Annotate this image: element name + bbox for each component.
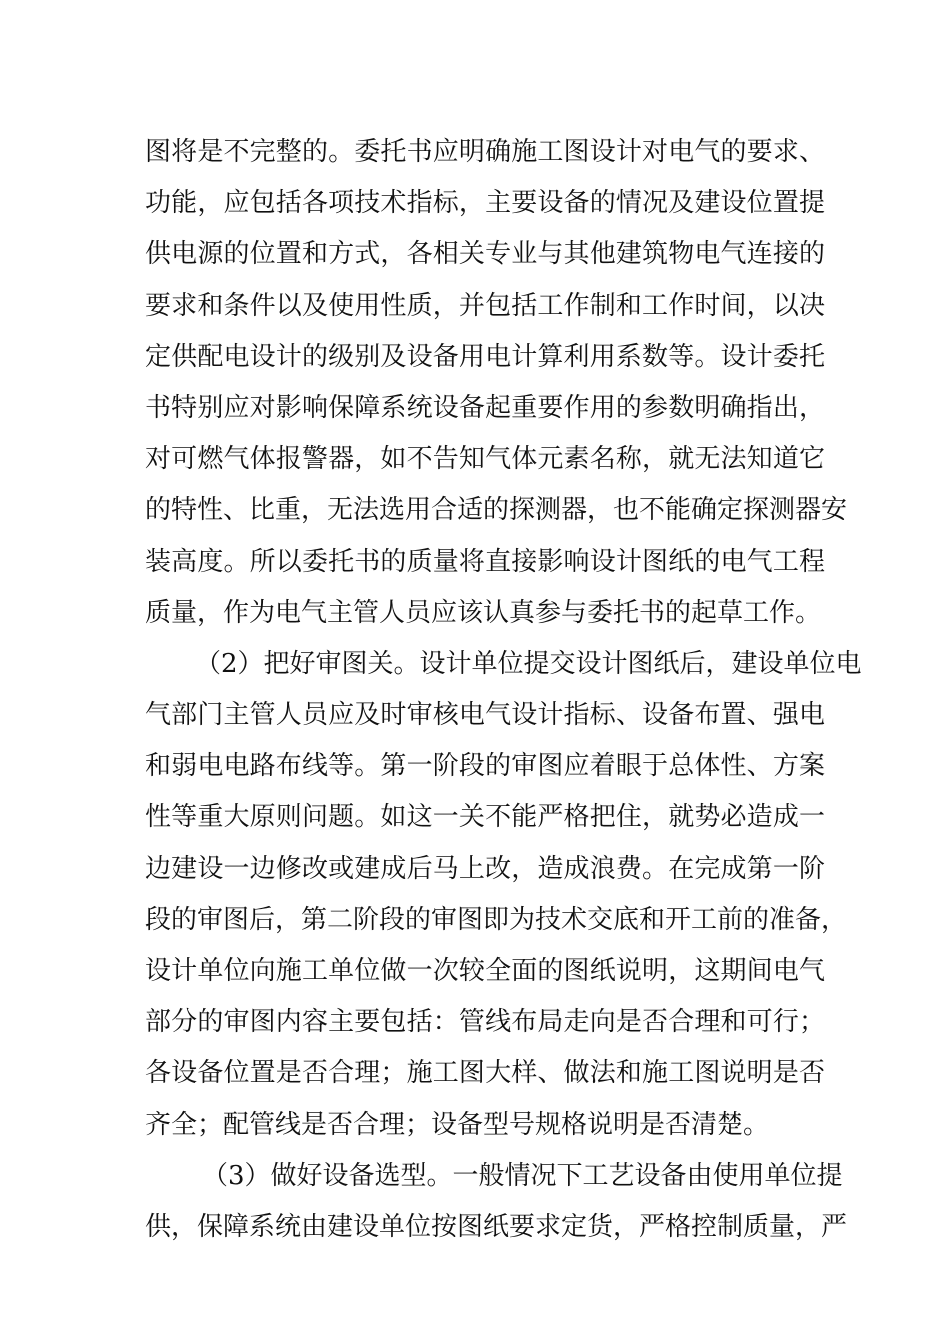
text-line: 供电源的位置和方式，各相关专业与其他建筑物电气连接的 [145, 239, 825, 270]
text-line: 气部门主管人员应及时审核电气设计指标、设备布置、强电 [145, 700, 825, 731]
text-line: 边建设一边修改或建成后马上改，造成浪费。在完成第一阶 [145, 853, 825, 884]
text-line: 部分的审图内容主要包括：管线布局走向是否合理和可行； [145, 1007, 825, 1038]
text-line: 和弱电电路布线等。第一阶段的审图应着眼于总体性、方案 [145, 751, 825, 782]
text-line: 各设备位置是否合理；施工图大样、做法和施工图说明是否 [145, 1058, 825, 1089]
text-line: 对可燃气体报警器，如不告知气体元素名称，就无法知道它 [145, 444, 825, 475]
text-line: 书特别应对影响保障系统设备起重要作用的参数明确指出， [145, 392, 825, 423]
text-line: 段的审图后，第二阶段的审图即为技术交底和开工前的准备， [145, 904, 848, 935]
text-line: 性等重大原则问题。如这一关不能严格把住，就势必造成一 [145, 802, 825, 833]
text-line: 质量，作为电气主管人员应该认真参与委托书的起草工作。 [145, 597, 822, 628]
text-line: 设计单位向施工单位做一次较全面的图纸说明，这期间电气 [145, 956, 825, 986]
text-line: 的特性、比重，无法选用合适的探测器，也不能确定探测器安 [145, 495, 848, 526]
document-body [145, 127, 862, 1253]
paragraph-start-line: （3）做好设备选型。一般情况下工艺设备由使用单位提 [202, 1160, 843, 1191]
text-line: 功能，应包括各项技术指标，主要设备的情况及建设位置提 [145, 188, 825, 219]
text-line: 图将是不完整的。委托书应明确施工图设计对电气的要求、 [145, 137, 825, 167]
text-line: 齐全；配管线是否合理；设备型号规格说明是否清楚。 [145, 1109, 770, 1140]
text-line: 定供配电设计的级别及设备用电计算利用系数等。设计委托 [145, 341, 825, 372]
text-line: 供，保障系统由建设单位按图纸要求定货，严格控制质量，严 [145, 1211, 848, 1242]
text-line: 要求和条件以及使用性质，并包括工作制和工作时间，以决 [145, 290, 825, 321]
paragraph-start-line: （2）把好审图关。设计单位提交设计图纸后，建设单位电 [195, 648, 862, 679]
text-line: 装高度。所以委托书的质量将直接影响设计图纸的电气工程 [145, 546, 825, 577]
